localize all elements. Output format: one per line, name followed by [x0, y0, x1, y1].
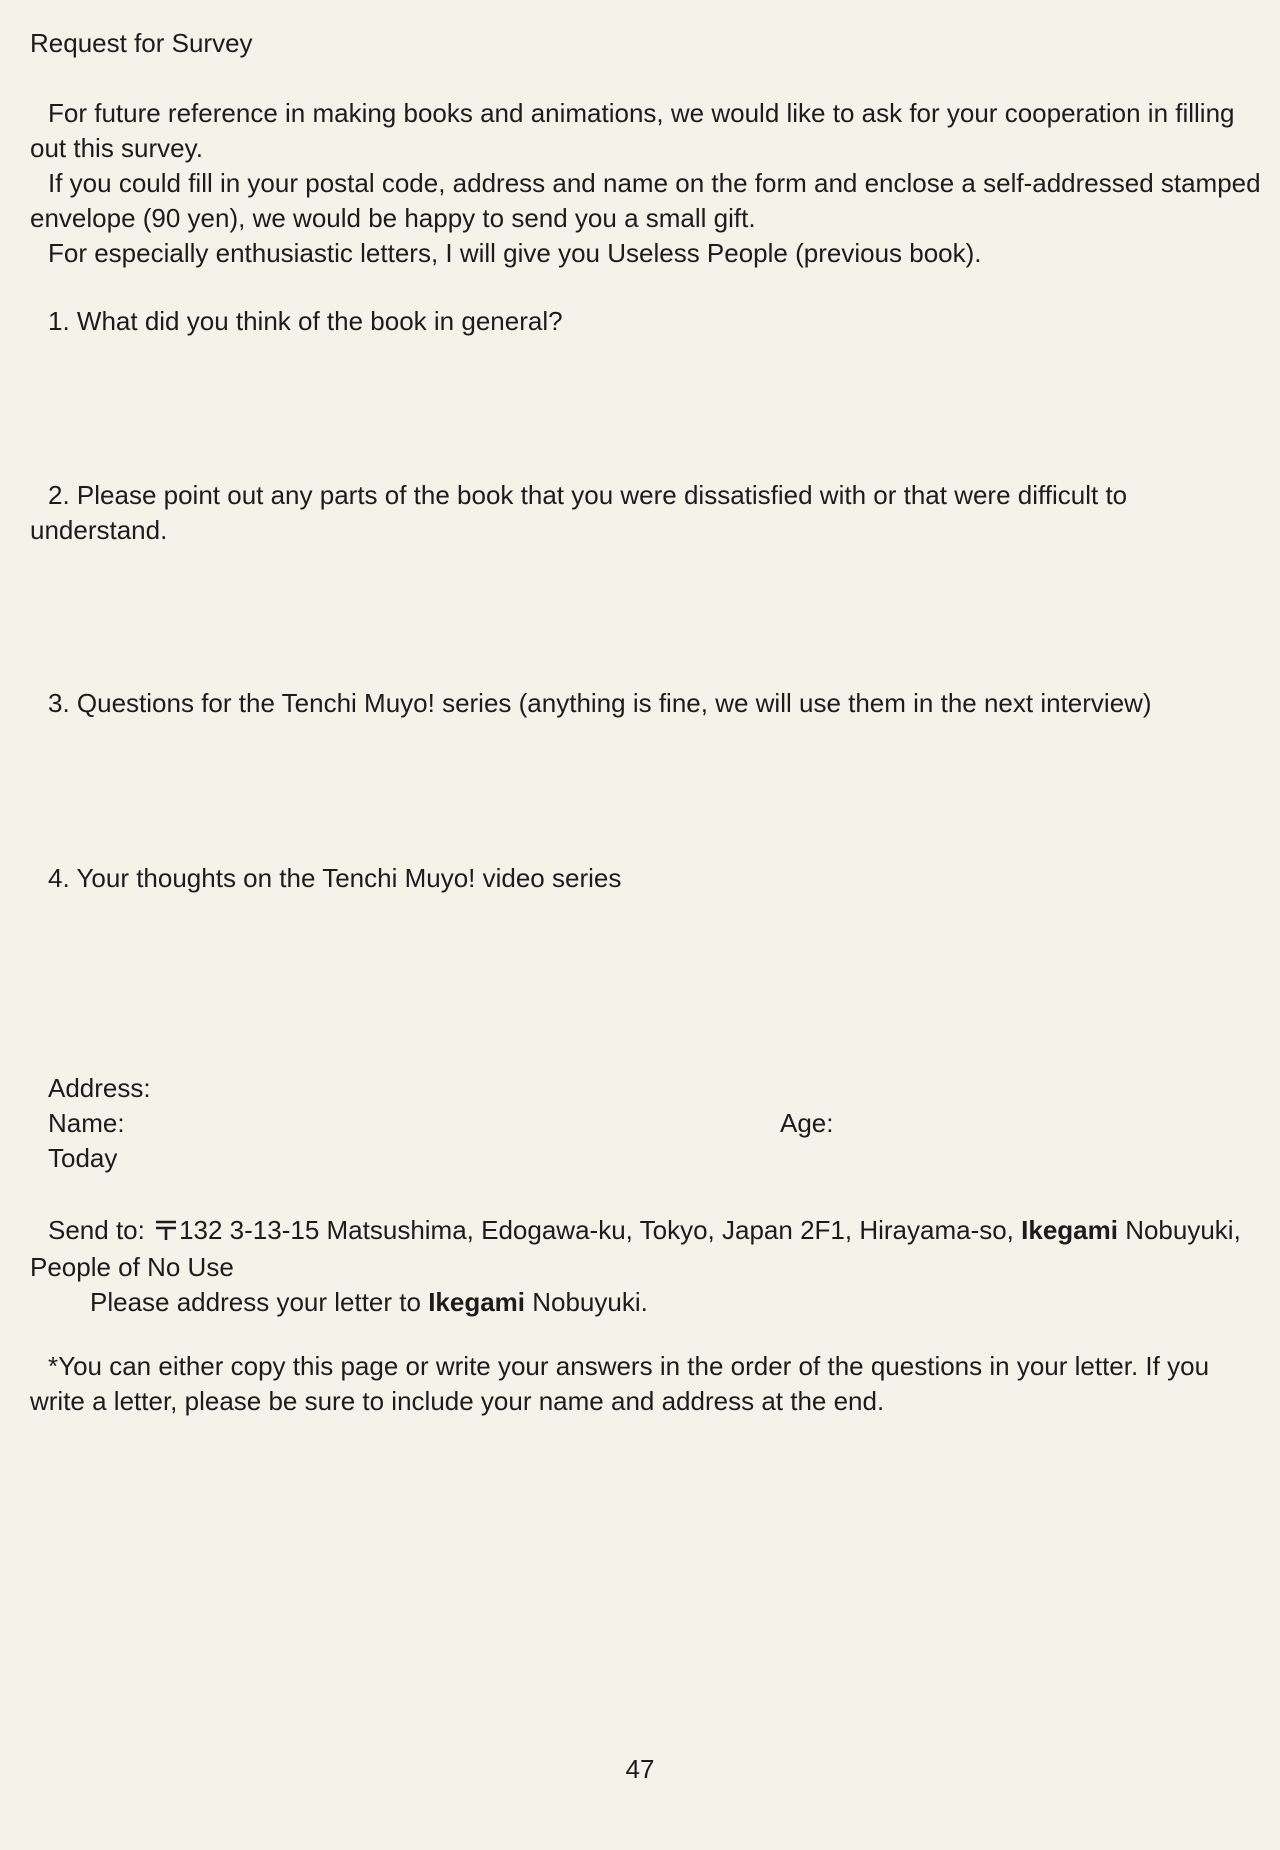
question-2-text: 2. Please point out any parts of the book that you were dissatisfied with or that were difficult to — [48, 480, 1128, 510]
name-age-row — [30, 1106, 1255, 1141]
question-3 — [30, 686, 1255, 721]
question-2 — [30, 478, 1255, 548]
intro-line: For especially enthusiastic letters, I will give you Useless People (previous book). — [48, 238, 982, 268]
intro-line: If you could fill in your postal code, address and name on the form and enclose a self-addressed stamped — [48, 168, 1261, 198]
send-to-prefix: Send to: — [48, 1215, 153, 1245]
intro-line: For future reference in making books and animations, we would like to ask for your cooperation in filling — [48, 98, 1235, 128]
send-to-address: 132 3-13-15 Matsushima, Edogawa-ku, Tokyo, Japan 2F1, Hirayama-so, — [179, 1215, 1022, 1245]
footnote — [30, 1349, 1255, 1419]
footnote-line: write a letter, please be sure to include your name and address at the end. — [30, 1386, 885, 1416]
footnote-line: *You can either copy this page or write your answers in the order of the questions in your letter. If you — [48, 1351, 1210, 1381]
send-to-line — [30, 1213, 1255, 1250]
send-to-name-bold: Ikegami — [1021, 1215, 1118, 1245]
address-letter-prefix: Please address your letter to — [90, 1287, 429, 1317]
question-3-text: 3. Questions for the Tenchi Muyo! series (anything is fine, we will use them in the next interview) — [48, 688, 1152, 718]
name-label: Name: — [48, 1108, 125, 1138]
address-label: Address: — [48, 1073, 151, 1103]
respondent-form — [30, 1071, 1255, 1176]
send-to-name-rest: Nobuyuki, — [1117, 1215, 1241, 1245]
send-to-section — [30, 1213, 1255, 1320]
question-4-text: 4. Your thoughts on the Tenchi Muyo! video series — [48, 863, 622, 893]
page-title-text: Request for Survey — [30, 28, 253, 58]
question-2-text: understand. — [30, 515, 168, 545]
page-number: 47 — [625, 1754, 655, 1784]
age-label: Age: — [780, 1108, 834, 1138]
intro-line: out this survey. — [30, 133, 203, 163]
address-letter-note — [30, 1285, 1255, 1320]
address-letter-suffix: Nobuyuki. — [525, 1287, 648, 1317]
intro-paragraphs — [30, 96, 1261, 271]
question-1-text: 1. What did you think of the book in general? — [48, 306, 563, 336]
question-1 — [30, 304, 1255, 339]
postal-mark-icon — [154, 1215, 178, 1250]
intro-line: envelope (90 yen), we would be happy to send you a small gift. — [30, 203, 756, 233]
today-label: Today — [48, 1143, 118, 1173]
question-4 — [30, 861, 1255, 896]
address-letter-bold: Ikegami — [428, 1287, 526, 1317]
page-title — [30, 26, 1255, 61]
send-to-line2: People of No Use — [30, 1252, 234, 1282]
